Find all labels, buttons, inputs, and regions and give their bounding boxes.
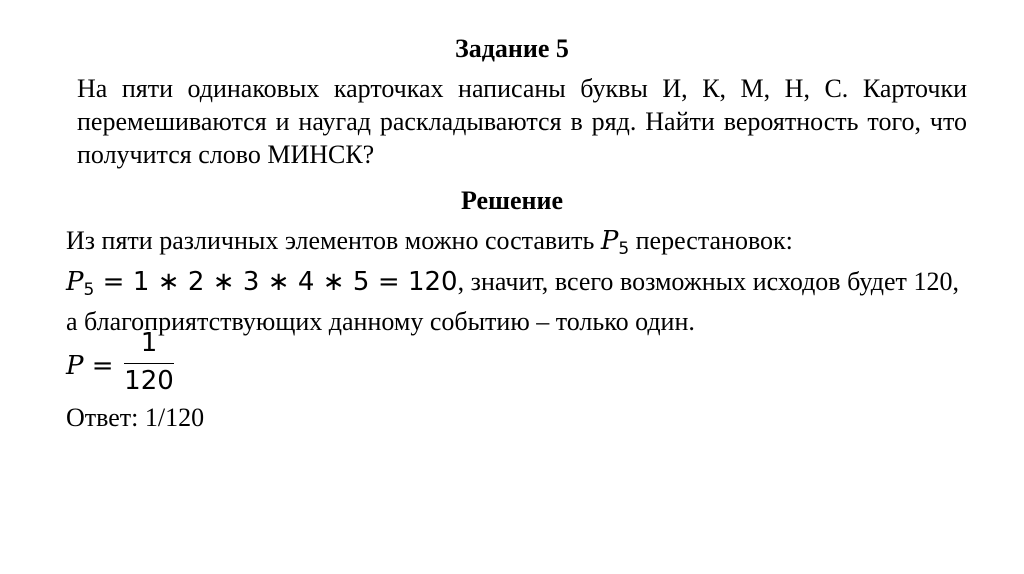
solution-intro-line bbox=[66, 225, 966, 265]
formula-symbol: P bbox=[66, 267, 84, 297]
answer: Ответ: 1/120 bbox=[66, 403, 205, 432]
fraction-bar bbox=[124, 363, 174, 364]
intro-text: Из пяти различных элементов можно составить bbox=[66, 226, 601, 255]
equals-sign: = bbox=[83, 351, 114, 381]
fraction-denominator: 120 bbox=[124, 366, 174, 396]
permutation-symbol: P bbox=[600, 226, 619, 256]
fraction-numerator: 1 bbox=[140, 328, 158, 358]
permutation-formula-paragraph bbox=[66, 266, 959, 338]
probability-lhs bbox=[66, 351, 114, 381]
formula-explanation: , значит, всего возможных исходов будет 120, а благоприятствующих данному событию – только один. bbox=[66, 267, 959, 336]
probability-symbol: P bbox=[66, 351, 84, 381]
formula-subscript: 5 bbox=[83, 280, 95, 300]
permutation-subscript: 5 bbox=[618, 239, 630, 259]
formula-expression: = 1 ∗ 2 ∗ 3 ∗ 4 ∗ 5 = 120 bbox=[94, 267, 458, 297]
task-title: Задание 5 bbox=[455, 34, 569, 63]
intro-tail: перестановок: bbox=[629, 226, 793, 255]
task-text: На пяти одинаковых карточках написаны буквы И, К, М, Н, С. Карточки перемешиваются и наугад раскладываются в ряд. Найти вероятность того, что получится слово МИНСК? bbox=[77, 74, 967, 169]
solution-title: Решение bbox=[460, 186, 564, 215]
